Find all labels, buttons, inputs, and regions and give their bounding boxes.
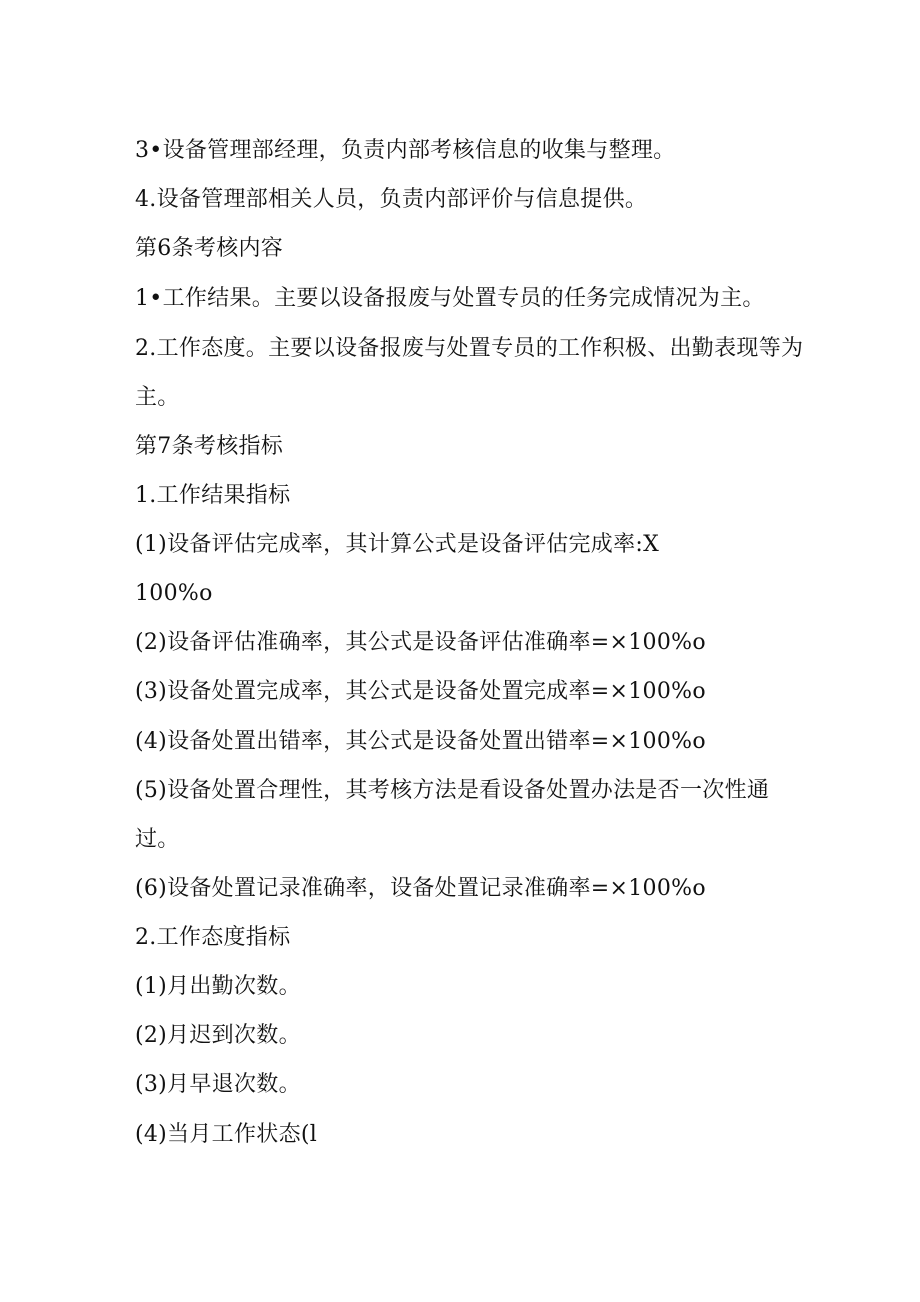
list-item: (2)设备评估准确率，其公式是设备评估准确率=×100%o bbox=[135, 630, 706, 655]
paragraph-line: 3•设备管理部经理，负责内部考核信息的收集与整理。 bbox=[135, 138, 676, 163]
list-item-continuation: 100%o bbox=[135, 581, 213, 606]
article-heading: 第6条考核内容 bbox=[135, 236, 284, 261]
list-item: (2)月迟到次数。 bbox=[135, 1023, 301, 1048]
paragraph-line: 4.设备管理部相关人员，负责内部评价与信息提供。 bbox=[135, 187, 648, 212]
list-item: (4)设备处置出错率，其公式是设备处置出错率=×100%o bbox=[135, 729, 706, 754]
list-item: (3)设备处置完成率，其公式是设备处置完成率=×100%o bbox=[135, 679, 706, 704]
list-item-continuation: 过。 bbox=[135, 827, 180, 852]
list-item: (5)设备处置合理性，其考核方法是看设备处置办法是否一次性通 bbox=[135, 778, 770, 803]
paragraph-line: 1•工作结果。主要以设备报废与处置专员的任务完成情况为主。 bbox=[135, 286, 765, 311]
list-item: (3)月早退次数。 bbox=[135, 1072, 301, 1097]
article-heading: 第7条考核指标 bbox=[135, 434, 284, 459]
section-heading: 1.工作结果指标 bbox=[135, 483, 291, 508]
section-heading: 2.工作态度指标 bbox=[135, 925, 291, 950]
list-item: (1)设备评估完成率，其计算公式是设备评估完成率:X bbox=[135, 532, 660, 557]
paragraph-line: 主。 bbox=[135, 385, 180, 410]
list-item: (1)月出勤次数。 bbox=[135, 974, 301, 999]
list-item: (4)当月工作状态(l bbox=[135, 1122, 318, 1147]
paragraph-line: 2.工作态度。主要以设备报废与处置专员的工作积极、出勤表现等为 bbox=[135, 336, 804, 361]
list-item: (6)设备处置记录准确率，设备处置记录准确率=×100%o bbox=[135, 876, 706, 901]
